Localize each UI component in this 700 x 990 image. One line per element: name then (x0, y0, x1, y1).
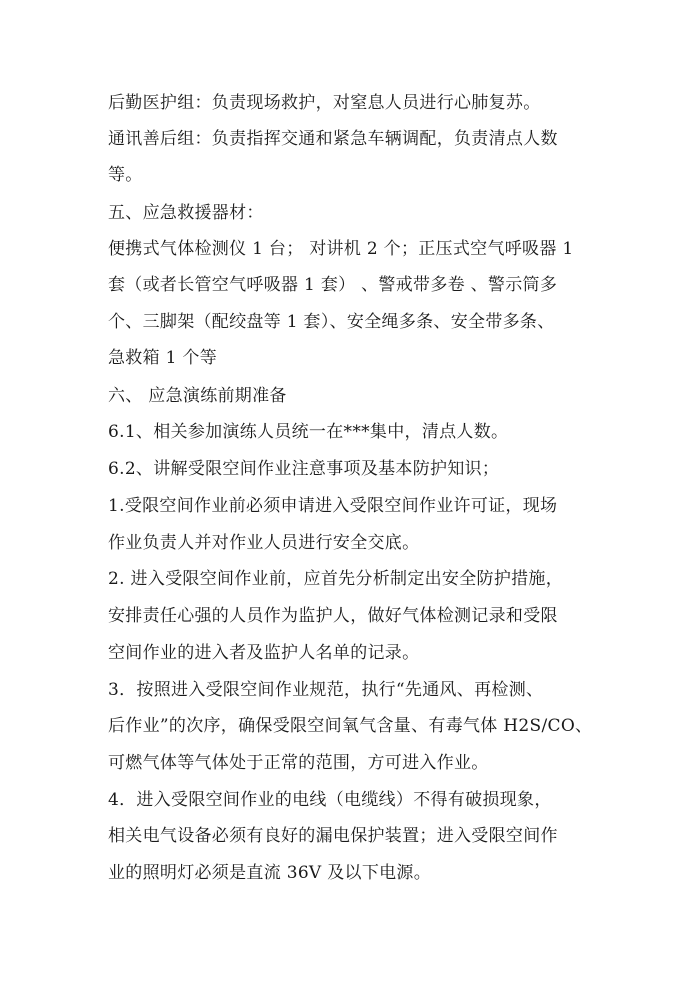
text-line-equipment-list-4: 急救箱 1 个等 (108, 348, 218, 368)
section-heading-drill-preparation: 六、 应急演练前期准备 (108, 386, 287, 406)
text-line-point-3-a: 3．按照进入受限空间作业规范，执行“先通风、再检测、 (108, 680, 544, 700)
text-line-point-2-a: 2. 进入受限空间作业前，应首先分析制定出安全防护措施， (108, 569, 564, 589)
text-line-communication-group-cont: 等。 (108, 165, 143, 185)
section-heading-rescue-equipment: 五、应急救援器材： (108, 203, 264, 223)
text-line-point-3-c: 可燃气体等气体处于正常的范围，方可进入作业。 (108, 753, 489, 773)
text-line-equipment-list-3: 个、三脚架（配绞盘等 1 套）、安全绳多条、安全带多条、 (108, 312, 555, 332)
text-line-item-6-2: 6.2、讲解受限空间作业注意事项及基本防护知识； (108, 459, 500, 479)
text-line-point-1-a: 1.受限空间作业前必须申请进入受限空间作业许可证，现场 (108, 496, 558, 516)
text-line-point-2-b: 安排责任心强的人员作为监护人，做好气体检测记录和受限 (108, 606, 558, 626)
text-line-point-3-b: 后作业”的次序，确保受限空间氧气含量、有毒气体 H2S/CO、 (108, 716, 593, 736)
text-line-communication-group: 通讯善后组：负责指挥交通和紧急车辆调配，负责清点人数 (108, 129, 558, 149)
text-line-point-4-b: 相关电气设备必须有良好的漏电保护装置；进入受限空间作 (108, 826, 558, 846)
text-line-equipment-list-1: 便携式气体检测仪 1 台； 对讲机 2 个；正压式空气呼吸器 1 (108, 239, 574, 259)
text-line-equipment-list-2: 套（或者长管空气呼吸器 1 套） 、警戒带多卷 、警示筒多 (108, 275, 558, 295)
text-line-point-4-c: 业的照明灯必须是直流 36V 及以下电源。 (108, 863, 432, 883)
text-line-item-6-1: 6.1、相关参加演练人员统一在***集中，清点人数。 (108, 422, 509, 442)
text-line-point-4-a: 4．进入受限空间作业的电线（电缆线）不得有破损现象， (108, 790, 552, 810)
text-line-point-1-b: 作业负责人并对作业人员进行安全交底。 (108, 533, 420, 553)
text-line-logistics-medical-group: 后勤医护组：负责现场救护，对窒息人员进行心肺复苏。 (108, 93, 541, 113)
text-line-point-2-c: 空间作业的进入者及监护人名单的记录。 (108, 643, 420, 663)
